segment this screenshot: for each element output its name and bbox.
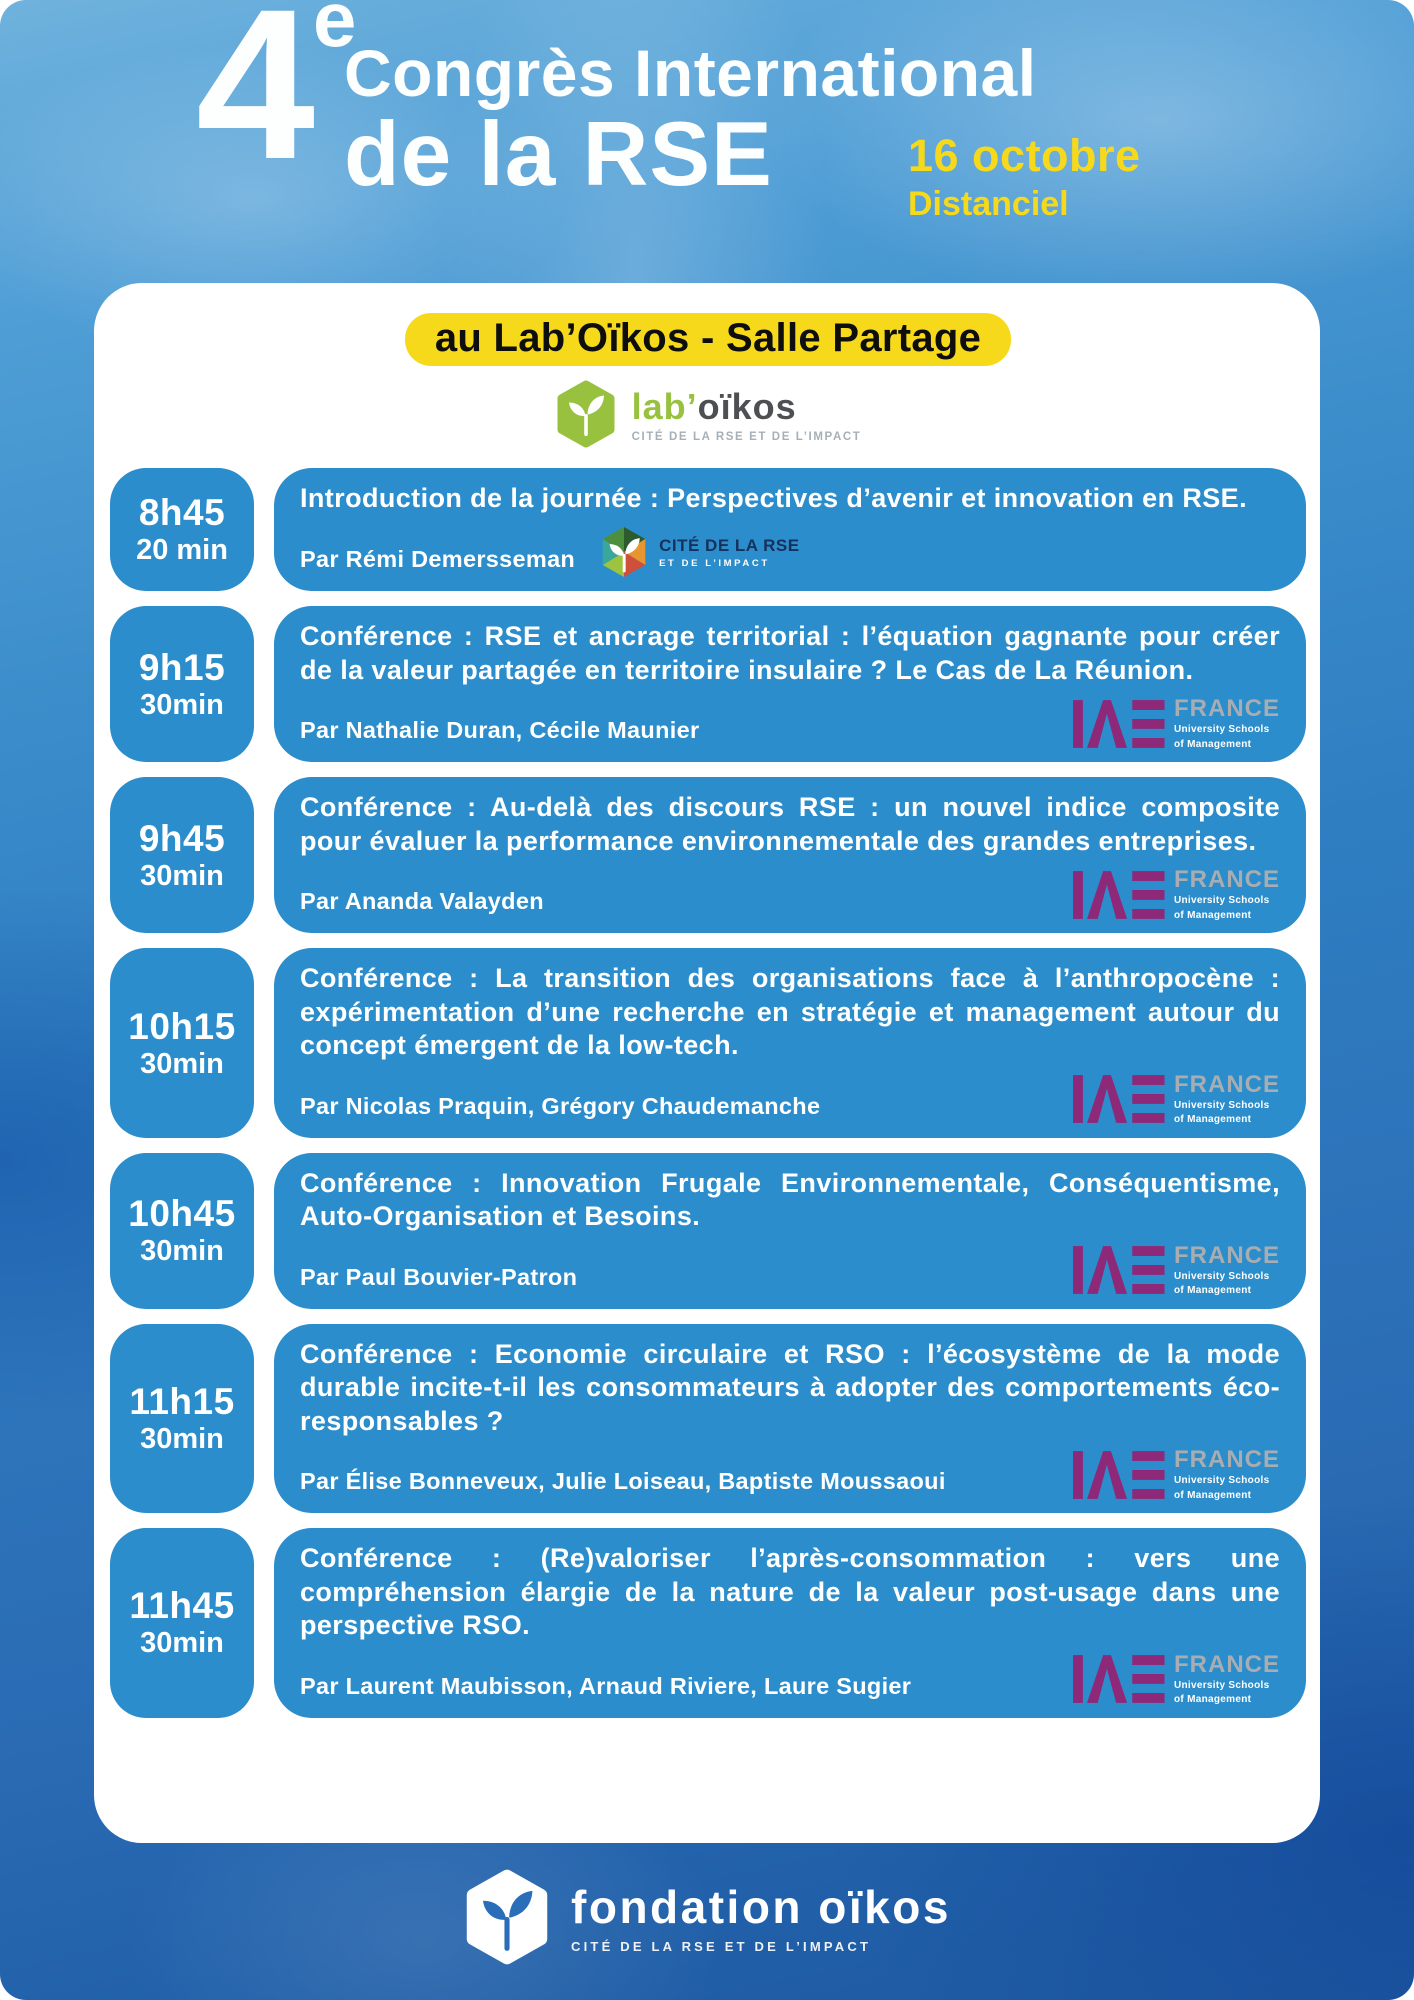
iae-sub2: of Management (1174, 1114, 1252, 1126)
schedule-row (110, 1528, 1306, 1717)
iae-france-wordmark (1174, 1448, 1280, 1501)
lab-word-green: lab’ (631, 385, 698, 427)
session-meta (300, 1241, 1280, 1297)
schedule-row (110, 468, 1306, 591)
time-badge (110, 468, 254, 591)
iae-sub1: University Schools (1174, 1475, 1270, 1487)
schedule-row (110, 1324, 1306, 1513)
iae-sub2: of Management (1174, 738, 1252, 750)
iae-france-logo (1073, 697, 1280, 750)
iae-sub2: of Management (1174, 1285, 1252, 1297)
iae-country: FRANCE (1174, 866, 1280, 894)
iae-sub2: of Management (1174, 1694, 1252, 1705)
duration-label: 30min (140, 1047, 224, 1080)
edition-number (196, 0, 357, 204)
time-label: 8h45 (138, 492, 226, 534)
schedule (110, 468, 1306, 1718)
session-title: Conférence : La transition des organisations face à l’anthropocène : expérimentation d’une recherche en stratégie et management autour du concept émergent de la low-tech. (300, 963, 1280, 1061)
date-block (908, 130, 1141, 224)
time-label: 9h45 (138, 817, 226, 859)
session-speakers: Par Rémi Demersseman (300, 546, 576, 573)
footer-tagline: CITÉ DE LA RSE ET DE L’IMPACT (571, 1939, 872, 1954)
iae-monogram-icon (1073, 698, 1165, 750)
iae-france-logo (1073, 1448, 1280, 1501)
iae-sub1: University Schools (1174, 895, 1270, 907)
iae-france-wordmark (1174, 697, 1280, 750)
iae-france-wordmark (1174, 1241, 1280, 1297)
edition-digit: 4 (196, 0, 308, 204)
schedule-row (110, 777, 1306, 933)
iae-france-wordmark (1174, 1070, 1280, 1126)
lab-word-dark: oïkos (697, 385, 797, 427)
session-title: Conférence : RSE et ancrage territorial : l’équation gagnante pour créer de la valeur partagée en territoire insulaire ? Le Cas de La Réunion. (300, 621, 1280, 685)
iae-country: FRANCE (1174, 1650, 1280, 1678)
session-speakers: Par Nicolas Praquin, Grégory Chaudemanche (300, 1092, 821, 1119)
session-speakers: Par Laurent Maubisson, Arnaud Riviere, Laure Sugier (300, 1672, 912, 1699)
iae-france-logo (1073, 1070, 1280, 1126)
duration-label: 20 min (136, 534, 228, 567)
cite-rse-wordmark (659, 536, 800, 569)
duration-label: 30min (140, 688, 224, 721)
iae-country: FRANCE (1174, 695, 1280, 723)
schedule-row (110, 1153, 1306, 1309)
session-meta (300, 1448, 1280, 1501)
iae-monogram-icon (1073, 1073, 1165, 1125)
iae-sub2: of Management (1174, 1489, 1252, 1501)
program-card (94, 283, 1320, 1843)
iae-country: FRANCE (1174, 1241, 1280, 1269)
cite-rse-line1: CITÉ DE LA RSE (659, 535, 800, 555)
time-badge (110, 1324, 254, 1513)
cite-rse-logo (599, 525, 800, 579)
schedule-row (110, 948, 1306, 1137)
iae-sub1: University Schools (1174, 724, 1270, 736)
session-card (274, 1528, 1306, 1717)
iae-monogram-icon (1073, 1244, 1165, 1296)
time-label: 10h15 (128, 1005, 236, 1047)
venue-title: au Lab’Oïkos - Salle Partage (405, 313, 1011, 366)
session-speakers: Par Nathalie Duran, Cécile Maunier (300, 717, 700, 744)
iae-france-logo (1073, 1650, 1280, 1706)
session-card (274, 1324, 1306, 1513)
duration-label: 30min (140, 859, 224, 892)
event-date: 16 octobre (908, 130, 1141, 181)
session-card (274, 468, 1306, 591)
session-speakers: Par Ananda Valayden (300, 888, 544, 915)
session-meta (300, 868, 1280, 921)
session-title: Introduction de la journée : Perspectives d’avenir et innovation en RSE. (300, 483, 1247, 513)
iae-country: FRANCE (1174, 1446, 1280, 1474)
fondation-oikos-hexagon-icon (463, 1869, 551, 1965)
session-card (274, 606, 1306, 762)
iae-sub2: of Management (1174, 909, 1252, 921)
time-badge (110, 948, 254, 1137)
cite-rse-line2: ET DE L’IMPACT (659, 557, 770, 569)
time-label: 11h15 (129, 1380, 235, 1422)
time-badge (110, 777, 254, 933)
session-card (274, 777, 1306, 933)
fondation-oikos-wordmark (571, 1880, 951, 1954)
lab-oikos-wordmark (632, 386, 862, 443)
iae-france-wordmark (1174, 1650, 1280, 1706)
poster-footer (0, 1869, 1414, 1965)
session-meta (300, 1070, 1280, 1126)
iae-country: FRANCE (1174, 1070, 1280, 1098)
time-label: 11h45 (129, 1585, 235, 1627)
lab-oikos-logo (110, 380, 1306, 448)
iae-sub1: University Schools (1174, 1679, 1270, 1691)
session-meta (300, 1650, 1280, 1706)
iae-monogram-icon (1073, 1449, 1165, 1501)
duration-label: 30min (140, 1235, 224, 1268)
session-meta (300, 525, 1280, 579)
iae-france-logo (1073, 868, 1280, 921)
time-badge (110, 1528, 254, 1717)
iae-monogram-icon (1073, 869, 1165, 921)
event-mode: Distanciel (908, 185, 1069, 223)
session-speakers: Par Élise Bonneveux, Julie Loiseau, Baptiste Moussaoui (300, 1468, 946, 1495)
duration-label: 30min (140, 1422, 224, 1455)
session-meta (300, 697, 1280, 750)
time-label: 9h15 (138, 646, 226, 688)
session-card (274, 1153, 1306, 1309)
iae-monogram-icon (1073, 1653, 1165, 1705)
time-badge (110, 1153, 254, 1309)
iae-sub1: University Schools (1174, 1270, 1270, 1282)
iae-france-logo (1073, 1241, 1280, 1297)
venue-title-wrap (110, 313, 1306, 366)
session-title: Conférence : Economie circulaire et RSO : l’écosystème de la mode durable incite-t-il les consommateurs à adopter des comportements éco-responsables ? (300, 1338, 1280, 1436)
session-title: Conférence : Innovation Frugale Environnementale, Conséquentisme, Auto-Organisation et Besoins. (300, 1167, 1280, 1232)
footer-brand: fondation oïkos (571, 1881, 951, 1933)
session-title: Conférence : (Re)valoriser l’après-consommation : vers une compréhension élargie de la nature de la valeur post-usage dans une perspective RSO. (300, 1543, 1280, 1641)
session-speakers: Par Paul Bouvier-Patron (300, 1263, 578, 1290)
cite-rse-hexagon-icon (599, 525, 649, 579)
schedule-row (110, 606, 1306, 762)
time-label: 10h45 (128, 1193, 236, 1235)
iae-sub1: University Schools (1174, 1099, 1270, 1111)
session-title: Conférence : Au-delà des discours RSE : un nouvel indice composite pour évaluer la performance environnementale des grandes entreprises. (300, 792, 1280, 856)
event-title-line2: de la RSE (344, 104, 773, 206)
lab-oikos-hexagon-icon (555, 380, 617, 448)
event-title-line1: Congrès International (344, 36, 1037, 110)
edition-suffix: e (313, 0, 357, 63)
session-card (274, 948, 1306, 1137)
lab-oikos-tagline: CITÉ DE LA RSE ET DE L’IMPACT (631, 430, 862, 443)
poster-header (0, 0, 1414, 283)
iae-france-wordmark (1174, 868, 1280, 921)
duration-label: 30min (140, 1627, 224, 1660)
time-badge (110, 606, 254, 762)
